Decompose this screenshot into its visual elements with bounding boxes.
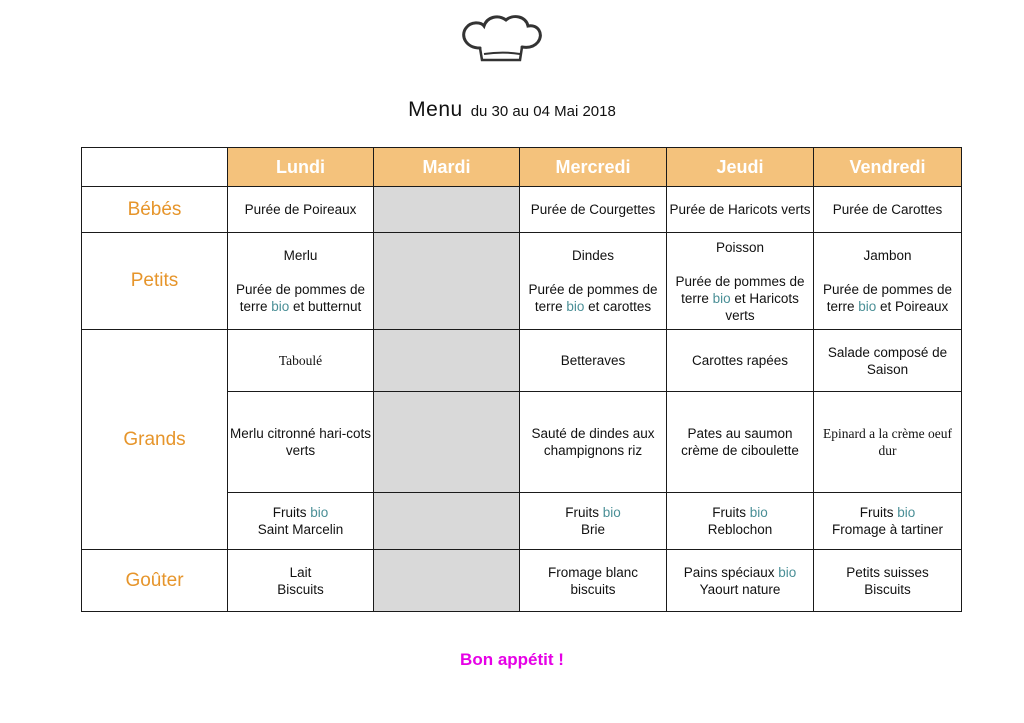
row-bebes <box>82 187 962 233</box>
bebes-jeudi: Purée de Haricots verts <box>667 187 814 233</box>
day-lundi: Lundi <box>228 148 374 187</box>
gouter-mercredi: Fromage blanc biscuits <box>520 550 667 612</box>
row-petits <box>82 233 962 330</box>
petits-mercredi <box>520 233 667 330</box>
grands-entree-mardi-closed <box>374 330 520 392</box>
petits-lundi-side: Purée de pommes de terre bio et butternut <box>235 282 366 314</box>
grands-plat-mardi-closed <box>374 392 520 493</box>
corner-cell <box>82 148 228 187</box>
petits-vendredi-main: Jambon <box>863 248 912 263</box>
petits-mardi-closed <box>374 233 520 330</box>
date-range: du 30 au 04 Mai 2018 <box>470 103 616 120</box>
label-grands: Grands <box>82 330 228 550</box>
day-jeudi: Jeudi <box>667 148 814 187</box>
grands-entree-mercredi: Betteraves <box>520 330 667 392</box>
grands-entree-jeudi: Carottes rapées <box>667 330 814 392</box>
grands-dessert-mercredi: Fruits bio Brie <box>520 493 667 550</box>
grands-dessert-lundi: Fruits bio Saint Marcelin <box>228 493 374 550</box>
gouter-jeudi: Pains spéciaux bio Yaourt nature <box>667 550 814 612</box>
grands-plat-lundi: Merlu citronné hari-cots verts <box>228 392 374 493</box>
gouter-mardi-closed <box>374 550 520 612</box>
footer-message: Bon appétit ! <box>460 650 564 669</box>
grands-plat-mercredi: Sauté de dindes aux champignons riz <box>520 392 667 493</box>
bio-tag: bio <box>602 505 621 520</box>
bebes-mercredi: Purée de Courgettes <box>520 187 667 233</box>
bio-tag: bio <box>310 505 329 520</box>
bio-tag: bio <box>749 505 768 520</box>
page-title <box>0 98 1024 122</box>
menu-table <box>81 147 962 612</box>
label-bebes: Bébés <box>82 187 228 233</box>
day-mardi: Mardi <box>374 148 520 187</box>
day-mercredi: Mercredi <box>520 148 667 187</box>
petits-vendredi-side: Purée de pommes de terre bio et Poireaux <box>822 282 953 314</box>
grands-plat-jeudi: Pates au saumon crème de ciboulette <box>667 392 814 493</box>
row-grands-entree <box>82 330 962 392</box>
petits-jeudi <box>667 233 814 330</box>
petits-mercredi-side: Purée de pommes de terre bio et carottes <box>528 282 658 314</box>
petits-lundi-main: Merlu <box>283 248 318 263</box>
petits-jeudi-main: Poisson <box>715 239 765 255</box>
petits-jeudi-side: Purée de pommes de terre bio et Haricots verts <box>675 273 805 323</box>
bio-tag: bio <box>778 564 797 580</box>
chef-hat-icon <box>458 12 544 64</box>
label-gouter: Goûter <box>82 550 228 612</box>
bebes-mardi-closed <box>374 187 520 233</box>
gouter-vendredi: Petits suisses Biscuits <box>814 550 962 612</box>
petits-mercredi-main: Dindes <box>571 248 615 263</box>
grands-dessert-vendredi: Fruits bio Fromage à tartiner <box>814 493 962 550</box>
grands-plat-vendredi: Epinard a la crème oeuf dur <box>814 392 962 493</box>
label-petits: Petits <box>82 233 228 330</box>
bio-tag: bio <box>271 299 290 314</box>
petits-vendredi <box>814 233 962 330</box>
row-gouter <box>82 550 962 612</box>
header-row <box>82 148 962 187</box>
bio-tag: bio <box>712 290 731 306</box>
gouter-lundi: Lait Biscuits <box>228 550 374 612</box>
bio-tag: bio <box>897 505 916 520</box>
menu-title: Menu <box>408 98 463 121</box>
petits-lundi <box>228 233 374 330</box>
grands-entree-lundi: Taboulé <box>228 330 374 392</box>
bebes-lundi: Purée de Poireaux <box>228 187 374 233</box>
bebes-vendredi: Purée de Carottes <box>814 187 962 233</box>
bio-tag: bio <box>566 299 585 314</box>
grands-dessert-mardi-closed <box>374 493 520 550</box>
grands-dessert-jeudi: Fruits bio Reblochon <box>667 493 814 550</box>
grands-entree-vendredi: Salade composé de Saison <box>814 330 962 392</box>
day-vendredi: Vendredi <box>814 148 962 187</box>
bio-tag: bio <box>858 299 877 314</box>
